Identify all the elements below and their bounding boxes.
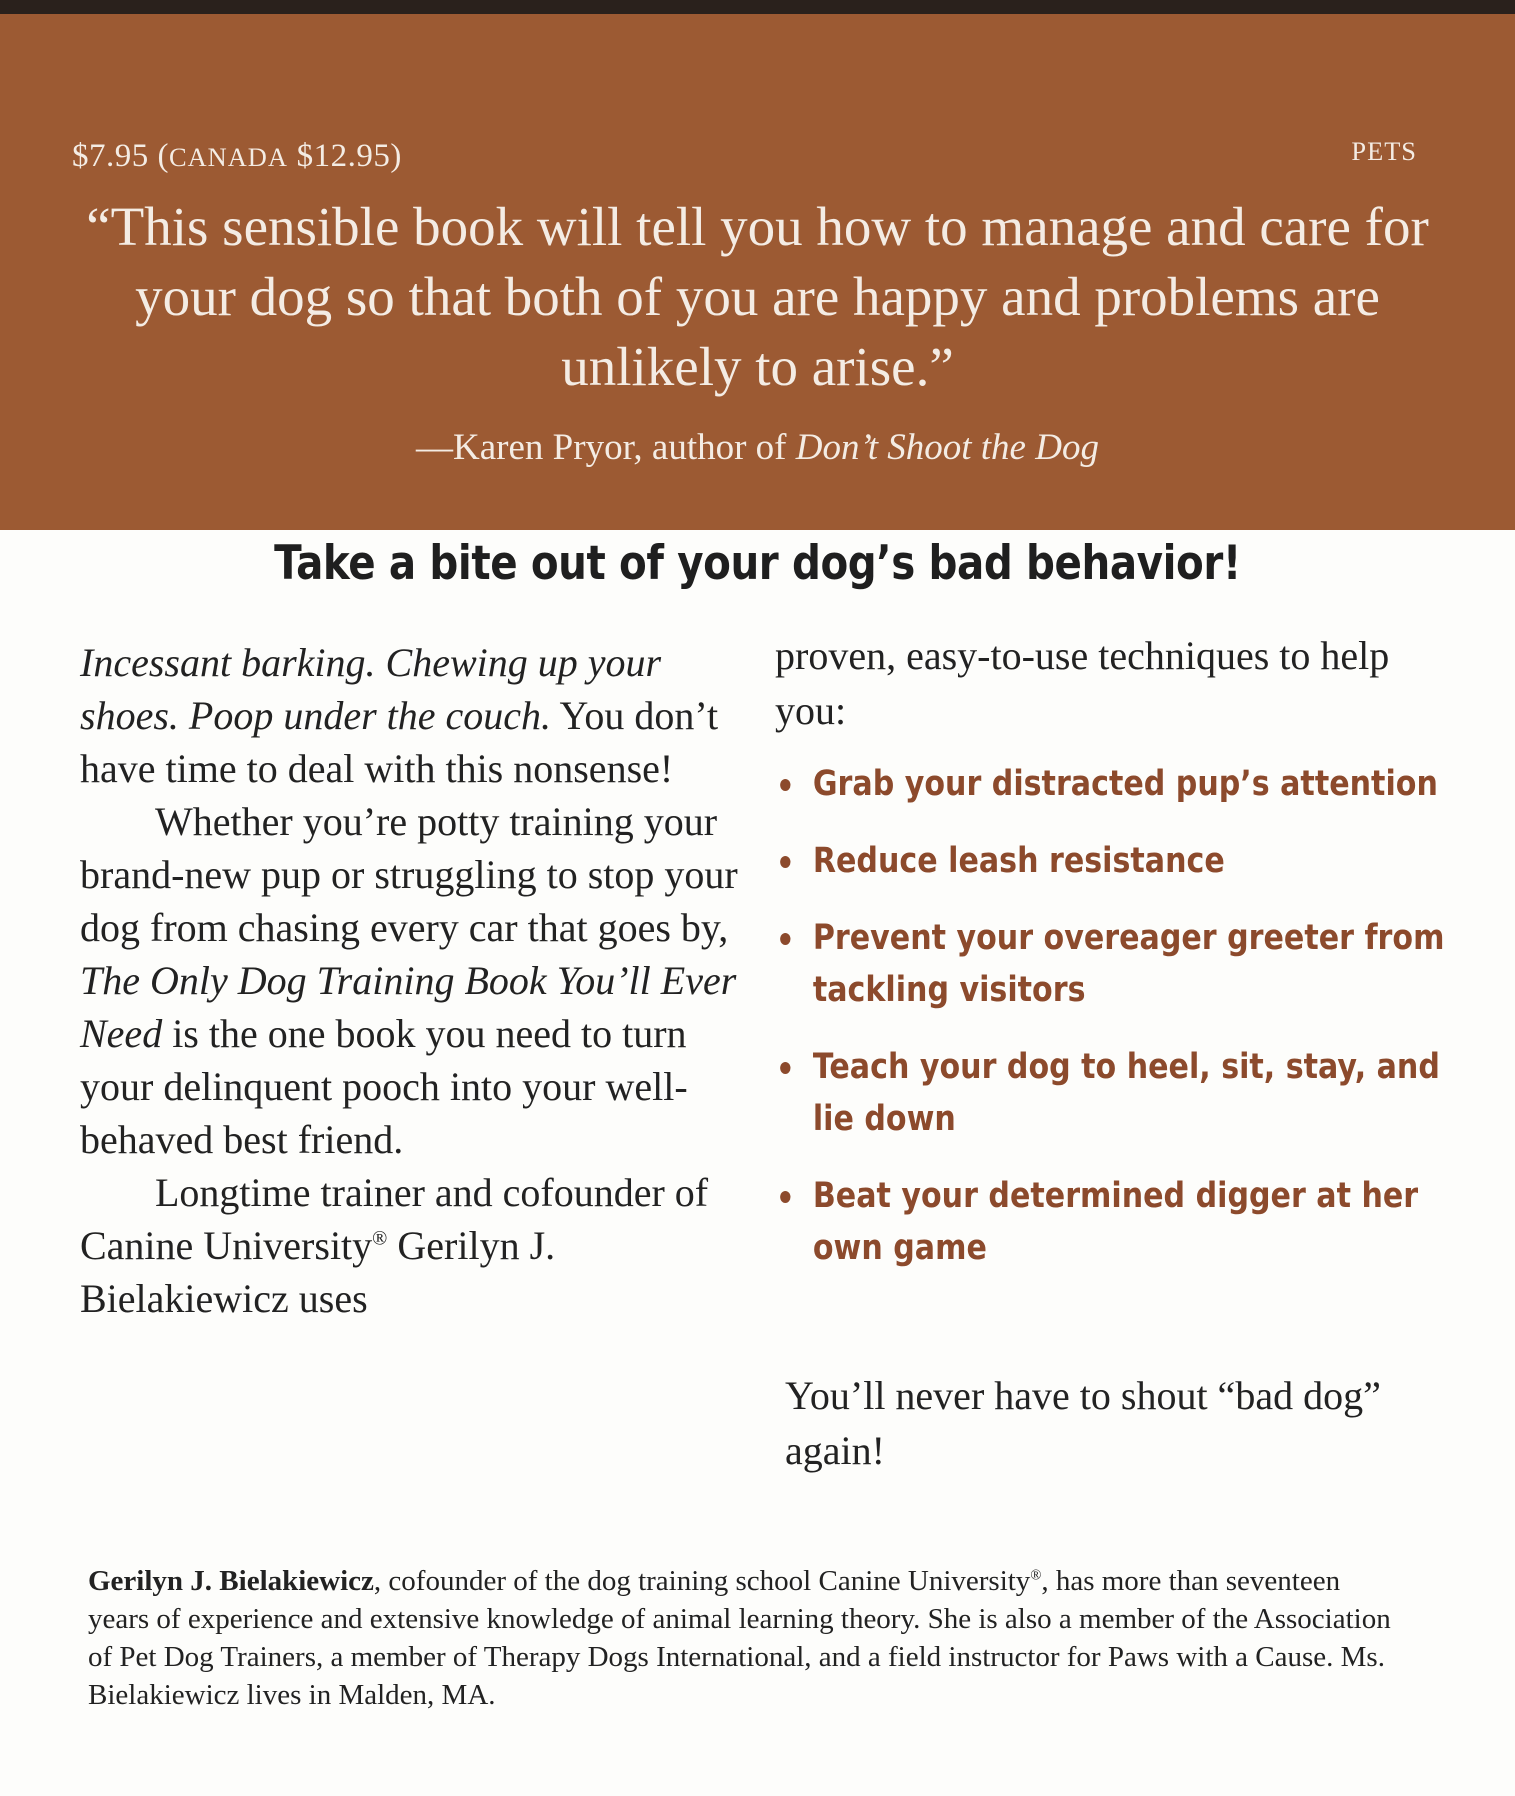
body-paragraph: Whether you’re potty training your brand-new pup or struggling to stop your dog from chasing every car that goes by, The Only Dog Training Book You’ll Ever Need is the one book you need to turn your delinquent pooch into your well-behaved best friend.	[80, 799, 738, 1162]
right-column	[775, 628, 1455, 1473]
bullet-dot-icon	[780, 1191, 790, 1203]
headline: Take a bite out of your dog’s bad behavior!	[274, 536, 1241, 591]
benefits-list	[775, 758, 1455, 1299]
right-intro: proven, easy-to-use techniques to help you:	[775, 633, 1390, 733]
bullet-dot-icon	[780, 856, 790, 868]
author-intro-paragraph: Longtime trainer and cofounder of Canine University® Gerilyn J. Bielakiewicz uses	[80, 1170, 709, 1321]
list-item: Prevent your overeager greeter from tackling visitors	[775, 912, 1466, 1016]
quote-band	[0, 14, 1515, 530]
bullet-dot-icon	[780, 1062, 790, 1074]
bullet-dot-icon	[780, 933, 790, 945]
category-label: PETS	[1351, 136, 1417, 166]
list-item: Beat your determined digger at her own game	[775, 1170, 1466, 1274]
endorsement-quote: “This sensible book will tell you how to manage and care for your dog so that both of you are happy and problems are unlikely to arise.”	[86, 196, 1429, 397]
author-bio: Gerilyn J. Bielakiewicz, cofounder of the dog training school Canine University®, has more than seventeen years of experience and extensive knowledge of animal learning theory. She is also a member of the Association of Pet Dog Trainers, a member of Therapy Dogs International, and a field instructor for Paws with a Cause. Ms. Bielakiewicz lives in Malden, MA.	[88, 1565, 1391, 1711]
list-item: Teach your dog to heel, sit, stay, and lie down	[775, 1041, 1466, 1145]
price-label: $7.95 (CANADA $12.95)	[72, 138, 402, 174]
list-item: Reduce leash resistance	[775, 835, 1466, 887]
list-item: Grab your distracted pup’s attention	[775, 758, 1466, 810]
bullet-dot-icon	[780, 779, 790, 791]
intro-paragraph: Incessant barking. Chewing up your shoes. Poop under the couch. You don’t have time to deal with this nonsense!	[80, 640, 719, 791]
left-column	[80, 636, 740, 1325]
quote-attribution: —Karen Pryor, author of Don’t Shoot the Dog	[416, 427, 1099, 468]
top-edge-strip	[0, 0, 1515, 14]
closing-line: You’ll never have to shout “bad dog” again!	[785, 1373, 1381, 1473]
